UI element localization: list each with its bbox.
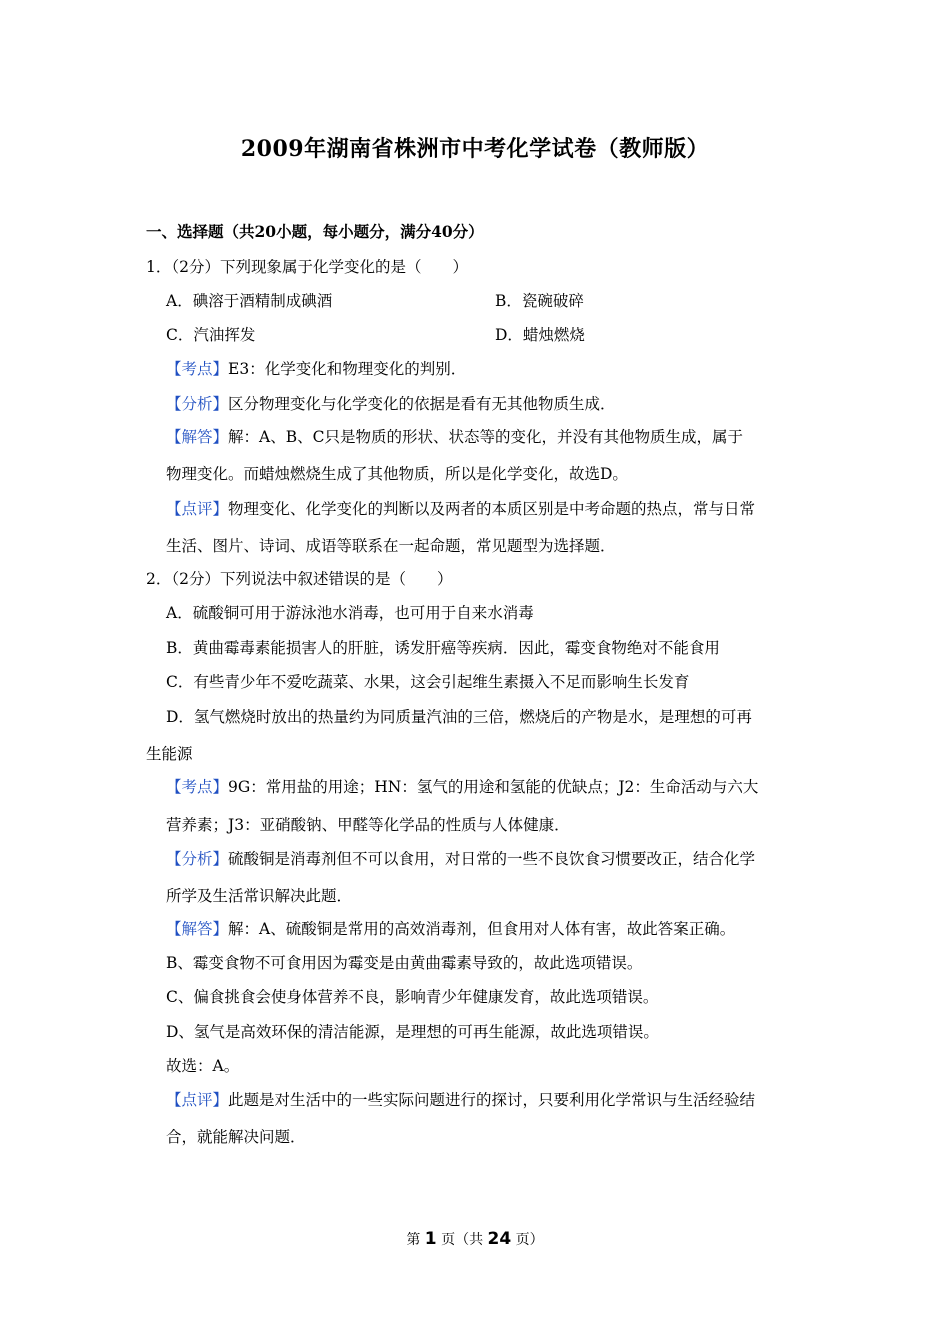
q2-fenxi-text-2: 所学及生活常识解决此题． [166, 887, 353, 905]
fenxi-tag: 【分析】 [166, 850, 229, 868]
q2-jieda [166, 919, 735, 939]
kaodian-tag: 【考点】 [166, 360, 229, 378]
footer-suffix: 页） [515, 1232, 544, 1248]
q2-option-d-2: 生能源 [146, 745, 193, 763]
q2-option-c: C．有些青少年不爱吃蔬菜、水果，这会引起维生素摄入不足而影响生长发育 [166, 673, 690, 691]
dianping-tag: 【点评】 [166, 1091, 229, 1109]
q2-dianping-text-2: 合，就能解决问题． [166, 1128, 306, 1146]
q1-option-b: B．瓷碗破碎 [495, 292, 584, 310]
q1-dianping-text-2: 生活、图片、诗词、成语等联系在一起命题，常见题型为选择题． [166, 537, 616, 555]
jieda-tag: 【解答】 [166, 920, 229, 938]
q2-fenxi [166, 849, 755, 869]
footer-total-pages: 24 [487, 1229, 512, 1249]
section-heading: 一、选择题（共20小题，每小题分，满分40分） [146, 222, 484, 241]
footer-mid: 页（共 [441, 1232, 484, 1248]
q1-option-a: A．碘溶于酒精制成碘酒 [166, 292, 333, 310]
fenxi-tag: 【分析】 [166, 395, 229, 413]
q1-jieda-text-1: 解：A、B、C只是物质的形状、状态等的变化，并没有其他物质生成，属于 [228, 428, 743, 446]
q1-jieda [166, 427, 743, 447]
q2-fenxi-text-1: 硫酸铜是消毒剂但不可以食用，对日常的一些不良饮食习惯要改正，结合化学 [228, 850, 756, 868]
q1-option-c: C．汽油挥发 [166, 326, 256, 344]
q1-kaodian [166, 359, 466, 379]
q1-jieda-text-2: 物理变化。而蜡烛燃烧生成了其他物质，所以是化学变化，故选D。 [166, 465, 628, 483]
q1-kaodian-text: E3：化学变化和物理变化的判别． [228, 360, 467, 378]
q2-kaodian [166, 777, 758, 797]
footer-page-number: 1 [424, 1229, 437, 1249]
q2-option-a: A．硫酸铜可用于游泳池水消毒，也可用于自来水消毒 [166, 604, 534, 622]
q2-dianping-text-1: 此题是对生活中的一些实际问题进行的探讨，只要利用化学常识与生活经验结 [228, 1091, 756, 1109]
q2-jieda-text-2: B、霉变食物不可食用因为霉变是由黄曲霉素导致的，故此选项错误。 [166, 954, 643, 972]
q2-dianping [166, 1090, 755, 1110]
q1-fenxi [166, 394, 616, 414]
q1-dianping-text-1: 物理变化、化学变化的判断以及两者的本质区别是中考命题的热点，常与日常 [228, 500, 756, 518]
q2-jieda-text-3: C、偏食挑食会使身体营养不良，影响青少年健康发育，故此选项错误。 [166, 988, 659, 1006]
q2-jieda-text-1: 解：A、硫酸铜是常用的高效消毒剂，但食用对人体有害，故此答案正确。 [228, 920, 736, 938]
q2-option-d-1: D．氢气燃烧时放出的热量约为同质量汽油的三倍，燃烧后的产物是水，是理想的可再 [166, 708, 752, 726]
q2-kaodian-text-1: 9G：常用盐的用途；HN：氢气的用途和氢能的优缺点；J2：生命活动与六大 [228, 778, 759, 796]
q2-stem: 2．（2分）下列说法中叙述错误的是（ ） [146, 570, 453, 588]
page-title: 2009年湖南省株洲市中考化学试卷（教师版） [240, 136, 710, 162]
q2-kaodian-text-2: 营养素；J3：亚硝酸钠、甲醛等化学品的性质与人体健康． [166, 816, 570, 834]
q2-option-b: B．黄曲霉毒素能损害人的肝脏，诱发肝癌等疾病．因此，霉变食物绝对不能食用 [166, 639, 720, 657]
q1-option-d: D．蜡烛燃烧 [495, 326, 585, 344]
q1-fenxi-text: 区分物理变化与化学变化的依据是看有无其他物质生成． [228, 395, 616, 413]
kaodian-tag: 【考点】 [166, 778, 229, 796]
dianping-tag: 【点评】 [166, 500, 229, 518]
footer-prefix: 第 [406, 1232, 421, 1248]
q1-dianping [166, 499, 755, 519]
jieda-tag: 【解答】 [166, 428, 229, 446]
page-footer [0, 1229, 950, 1249]
q2-jieda-text-5: 故选：A。 [166, 1057, 240, 1075]
q1-stem: 1．（2分）下列现象属于化学变化的是（ ） [146, 258, 468, 276]
q2-jieda-text-4: D、氢气是高效环保的清洁能源，是理想的可再生能源，故此选项错误。 [166, 1023, 659, 1041]
